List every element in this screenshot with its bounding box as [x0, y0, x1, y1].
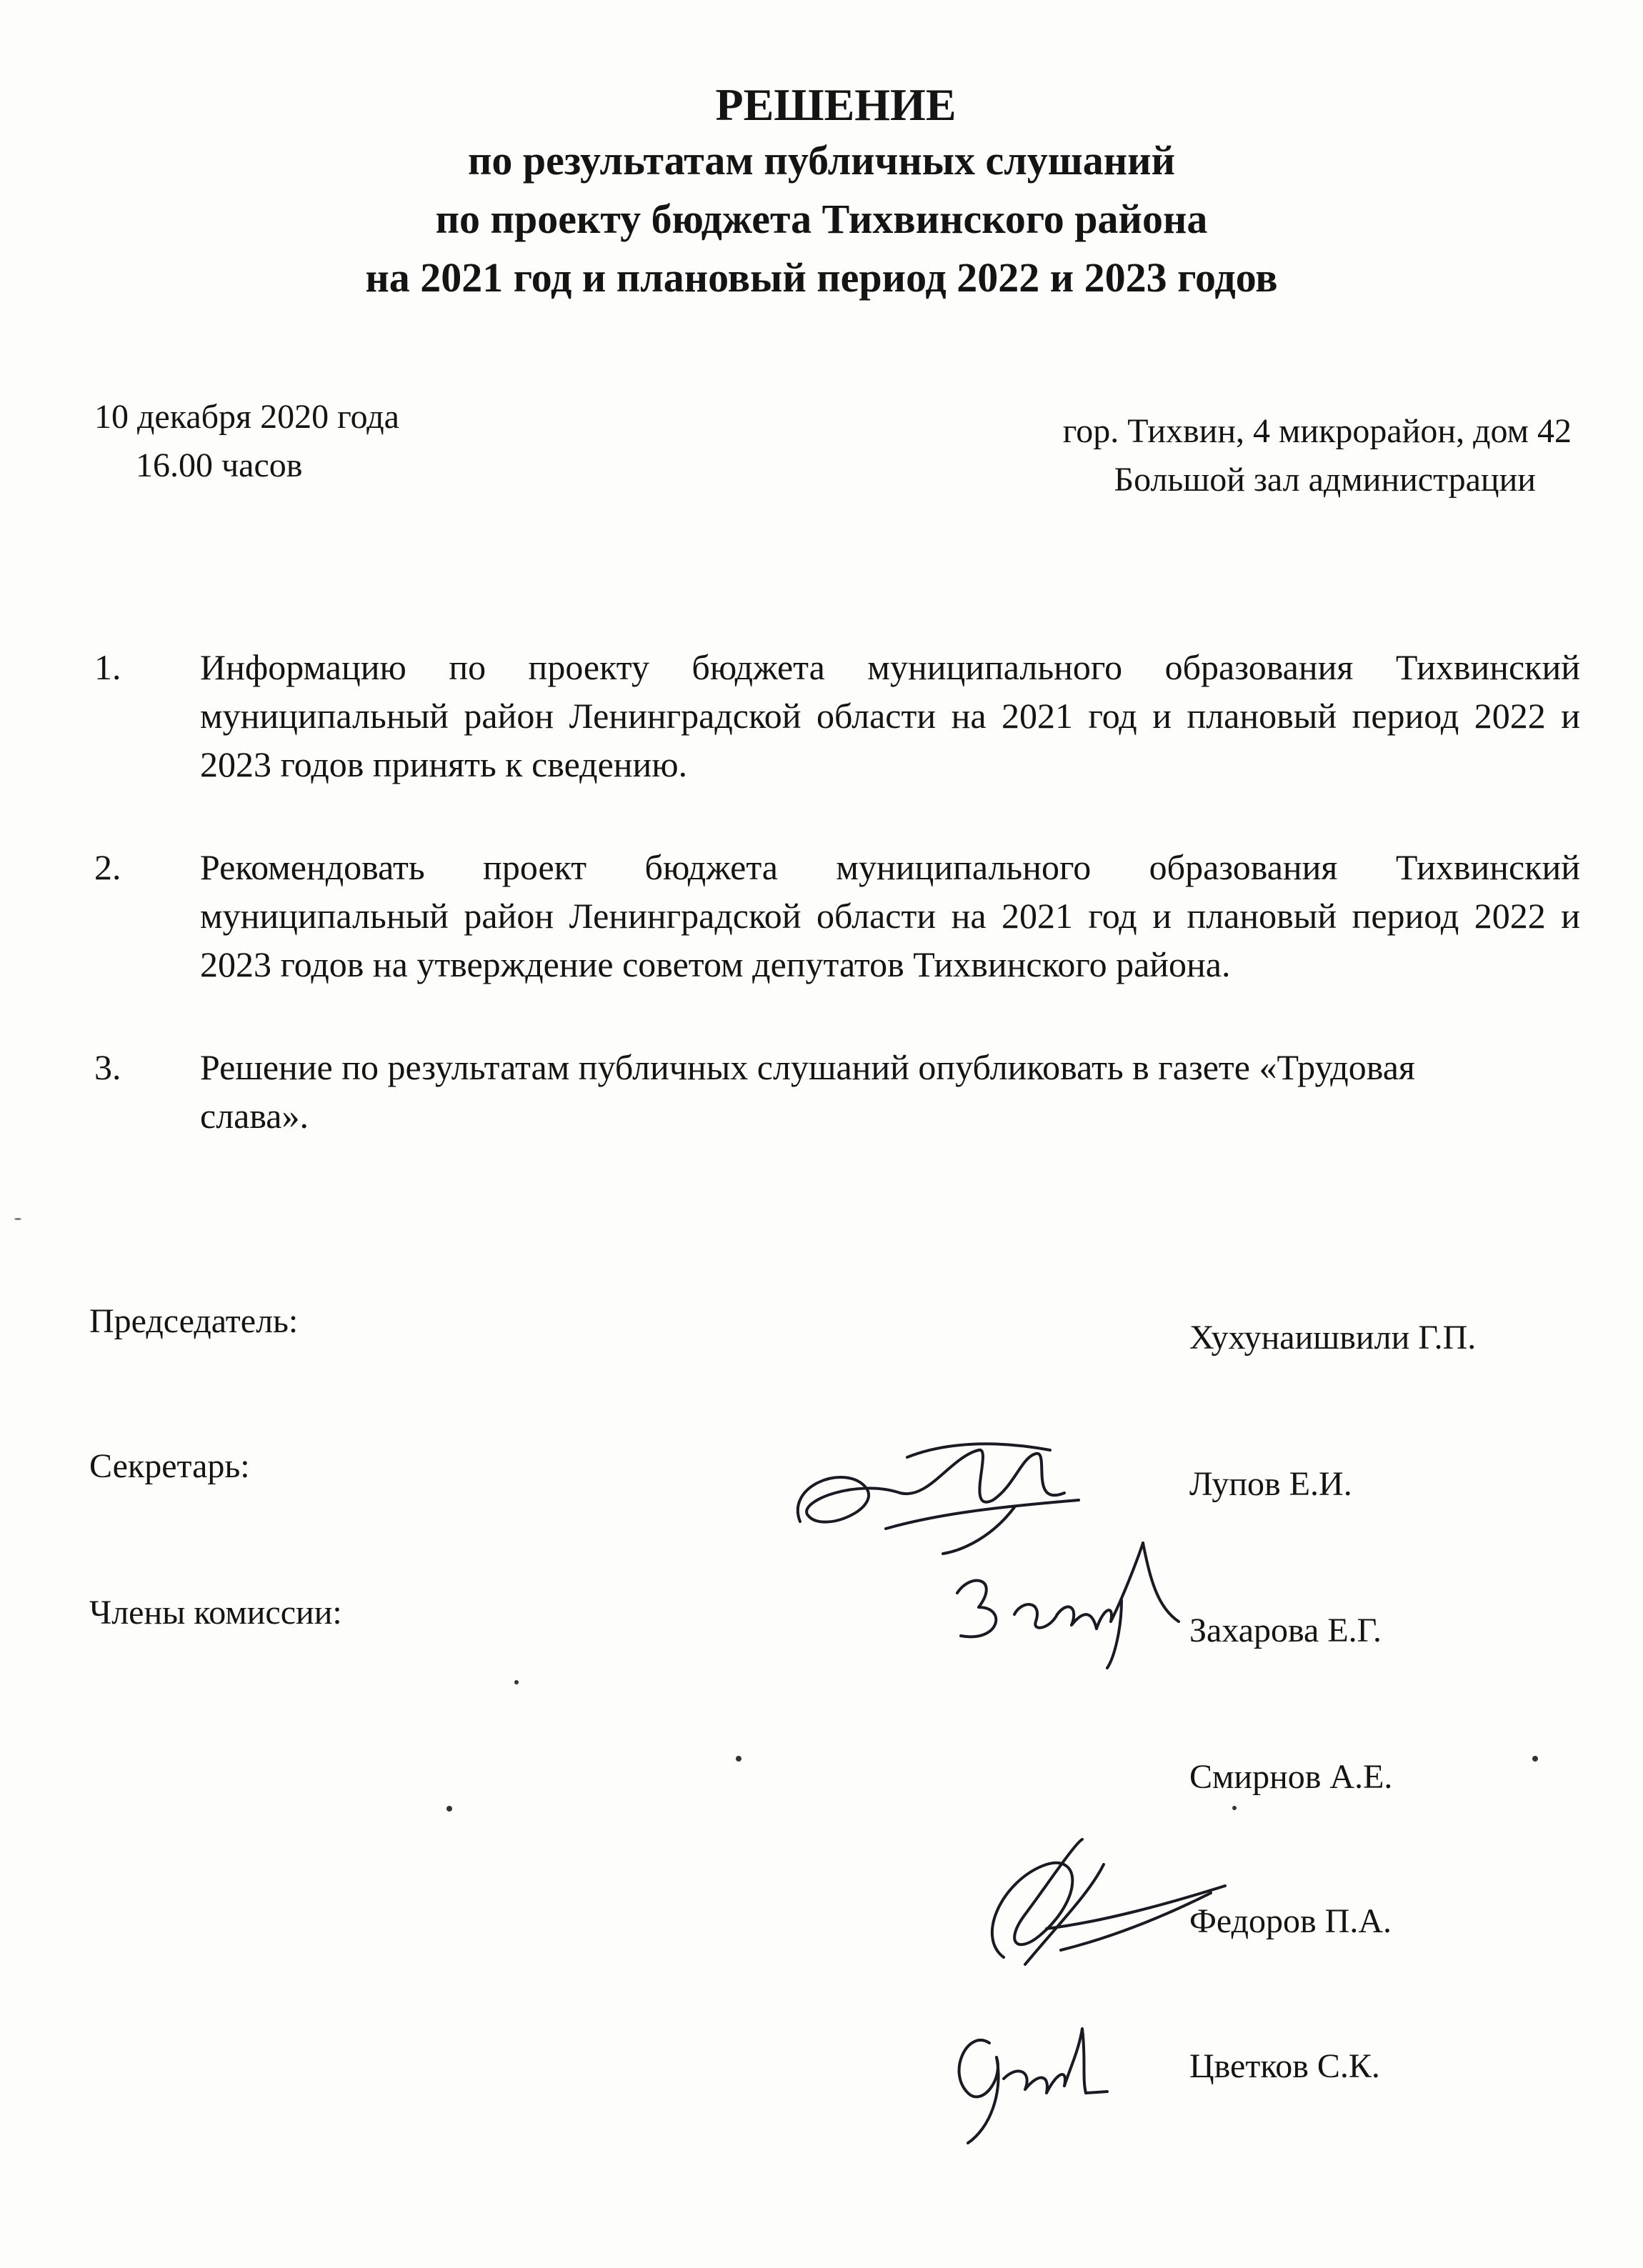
- decision-item: [94, 643, 1580, 789]
- secretary-role: Секретарь:: [89, 1447, 250, 1485]
- document-title: РЕШЕНИЕ: [715, 79, 957, 130]
- document-header: [0, 79, 1643, 307]
- item-number: 3.: [94, 1047, 121, 1087]
- subtitle-line: по проекту бюджета Тихвинского района: [435, 196, 1208, 242]
- scan-speck: [14, 1218, 21, 1220]
- subtitle-line: на 2021 год и плановый период 2022 и 2023 годов: [365, 254, 1278, 301]
- decision-item: [94, 1043, 1529, 1140]
- member-signature: [939, 2000, 1125, 2150]
- subtitle-line: по результатам публичных слушаний: [467, 137, 1176, 184]
- item-text: Рекомендовать проект бюджета муниципального образования Тихвинский муниципальный район Ленинградской области на 2021 год и плановый период 2022 и 2023 годов на утверждение советом депутатов Тихвинского района.: [200, 847, 1580, 984]
- meeting-venue: Большой зал администрации: [1114, 461, 1536, 499]
- meeting-date: 10 декабря 2020 года: [94, 398, 399, 436]
- members-role: Члены комиссии:: [89, 1594, 342, 1632]
- meeting-time: 16.00 часов: [136, 446, 303, 484]
- scan-speck: [1232, 1806, 1237, 1810]
- location-block: [1063, 407, 1572, 504]
- item-number: 1.: [94, 647, 121, 687]
- item-number: 2.: [94, 847, 121, 887]
- scan-speck: [446, 1806, 452, 1812]
- member-name: Смирнов А.Е.: [1189, 1758, 1393, 1796]
- scan-speck: [514, 1680, 519, 1684]
- member-signature: [961, 1836, 1232, 1979]
- scan-speck: [736, 1756, 741, 1762]
- member-name: Захарова Е.Г.: [1189, 1612, 1382, 1649]
- item-text: Решение по результатам публичных слушаний опубликовать в газете «Трудовая слава».: [200, 1047, 1415, 1136]
- secretary-name: Лупов Е.И.: [1189, 1465, 1352, 1503]
- item-text: Информацию по проекту бюджета муниципального образования Тихвинский муниципальный район Ленинградской области на 2021 год и плановый период 2022 и 2023 годов принять к сведению.: [200, 647, 1580, 784]
- scan-speck: [1532, 1756, 1538, 1762]
- member-name: Федоров П.А.: [1189, 1902, 1392, 1940]
- meeting-address: гор. Тихвин, 4 микрорайон, дом 42: [1062, 412, 1572, 450]
- member-name: Цветков С.К.: [1189, 2047, 1380, 2085]
- chair-name: Хухунаишвили Г.П.: [1189, 1319, 1477, 1357]
- decision-list: [94, 643, 1580, 1194]
- chair-role: Председатель:: [89, 1302, 299, 1340]
- member-signature: [943, 1536, 1200, 1672]
- date-time-block: [94, 393, 399, 490]
- decision-item: [94, 843, 1580, 989]
